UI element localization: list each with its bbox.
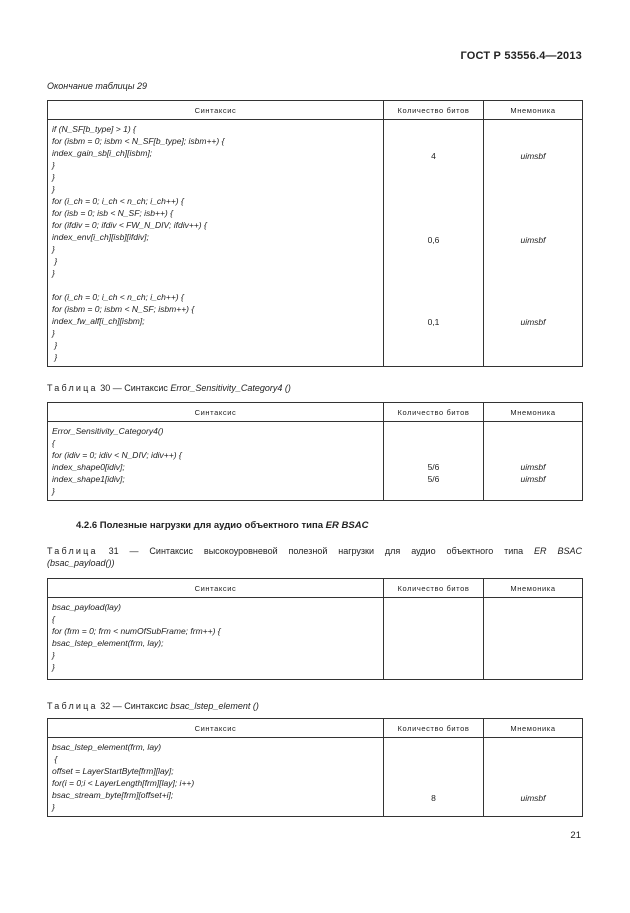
bits-cell <box>384 120 484 367</box>
table-header-row <box>48 579 583 598</box>
table-row <box>48 422 583 501</box>
mnemonic-value: uimsbf <box>520 793 546 803</box>
mnemonic-cell <box>484 598 583 680</box>
bits-value: 0,1 <box>427 317 440 327</box>
column-header-mnemonic: Мнемоника <box>484 579 583 598</box>
mnemonic-cell <box>484 738 583 817</box>
bits-value: 5/6 <box>427 462 440 472</box>
mnemonic-value: uimsbf <box>520 151 546 161</box>
table-row <box>48 738 583 817</box>
column-header-bits: Количество битов <box>384 101 484 120</box>
column-header-bits: Количество битов <box>384 579 484 598</box>
table29-caption: Окончание таблицы 29 <box>47 81 147 91</box>
bits-cell <box>384 738 484 817</box>
syntax-cell: Error_Sensitivity_Category4() { for (idiv = 0; idiv < N_DIV; idiv++) { index_shape0[idiv]; index_shape1[idiv]; } <box>48 422 384 501</box>
table30-caption: Таблица 30 — Синтаксис Error_Sensitivity_Category4 () <box>47 383 291 393</box>
mnemonic-value: uimsbf <box>520 474 546 484</box>
bits-value: 0,6 <box>427 235 440 245</box>
bits-value: 8 <box>431 793 436 803</box>
table-row <box>48 598 583 680</box>
mnemonic-cell <box>484 120 583 367</box>
bits-value: 4 <box>431 151 436 161</box>
column-header-mnemonic: Мнемоника <box>484 101 583 120</box>
table-header-row <box>48 719 583 738</box>
table-header-row <box>48 403 583 422</box>
mnemonic-value: uimsbf <box>520 235 546 245</box>
table-31 <box>47 578 583 680</box>
document-header: ГОСТ Р 53556.4—2013 <box>460 50 582 62</box>
bits-value: 5/6 <box>427 474 440 484</box>
column-header-syntax: Синтаксис <box>48 579 384 598</box>
column-header-mnemonic: Мнемоника <box>484 403 583 422</box>
table-32 <box>47 718 583 817</box>
table32-caption: Таблица 32 — Синтаксис bsac_lstep_element () <box>47 701 259 711</box>
page-number: 21 <box>570 830 581 841</box>
mnemonic-value: uimsbf <box>520 462 546 472</box>
column-header-bits: Количество битов <box>384 719 484 738</box>
syntax-cell: bsac_lstep_element(frm, lay) { offset = LayerStartByte[frm][lay]; for(i = 0;i < LayerLength[frm][lay]; i++) bsac_stream_byte[frm][offset+i]; } <box>48 738 384 817</box>
column-header-syntax: Синтаксис <box>48 403 384 422</box>
table31-caption: Таблица 31 — Синтаксис высокоуровневой полезной нагрузки для аудио объектного типа ER BSAC <box>47 546 582 556</box>
section-heading: 4.2.6 Полезные нагрузки для аудио объектного типа ER BSAC <box>76 520 369 531</box>
mnemonic-value: uimsbf <box>520 317 546 327</box>
column-header-syntax: Синтаксис <box>48 101 384 120</box>
bits-cell <box>384 598 484 680</box>
table-29 <box>47 100 583 367</box>
table-30 <box>47 402 583 501</box>
mnemonic-cell <box>484 422 583 501</box>
table31-caption-line2: (bsac_payload()) <box>47 558 115 568</box>
column-header-syntax: Синтаксис <box>48 719 384 738</box>
syntax-cell: bsac_payload(lay) { for (frm = 0; frm < numOfSubFrame; frm++) { bsac_lstep_element(frm, lay); } } <box>48 598 384 680</box>
syntax-cell: if (N_SF[b_type] > 1) { for (isbm = 0; isbm < N_SF[b_type]; isbm++) { index_gain_sb[i_ch][isbm]; } } } for (i_ch = 0; i_ch < n_ch; i_ch++) { for (isb = 0; isb < N_SF; isb++) { for (ifdiv = 0; ifdiv < FW_N_DIV; ifdiv++) { index_env[i_ch][isb][ifdiv]; } } } for (i_ch = 0; i_ch < n_ch; i_ch++) { for (isbm = 0; isbm < N_SF; isbm++) { index_fw_alf[i_ch][isbm]; } } } <box>48 120 384 367</box>
bits-cell <box>384 422 484 501</box>
table-header-row <box>48 101 583 120</box>
column-header-bits: Количество битов <box>384 403 484 422</box>
table-row <box>48 120 583 367</box>
column-header-mnemonic: Мнемоника <box>484 719 583 738</box>
